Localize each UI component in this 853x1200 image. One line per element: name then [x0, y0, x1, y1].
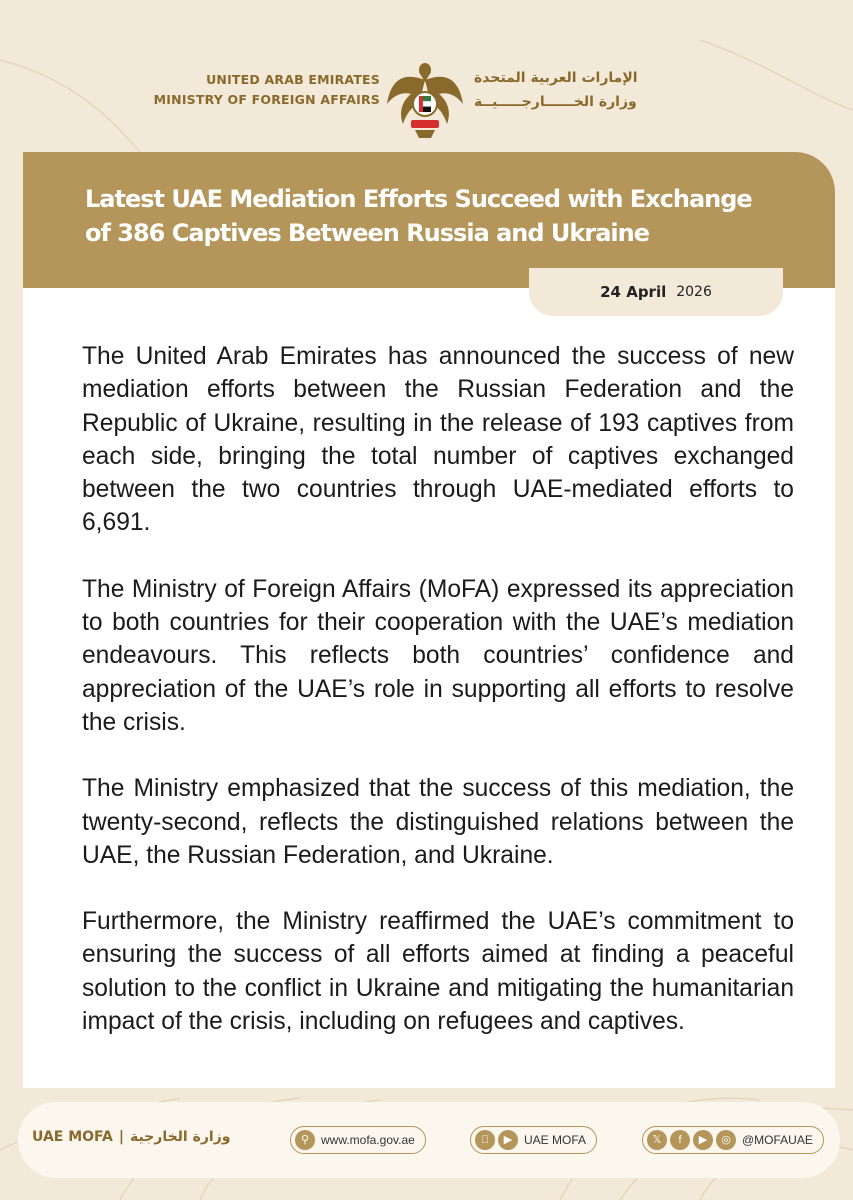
youtube-icon: ▶	[693, 1130, 713, 1150]
brand-ar: وزارة الخارجية	[129, 1129, 231, 1145]
uae-emblem-icon	[385, 58, 465, 140]
footer-brand	[32, 1129, 230, 1145]
x-icon: 𝕏	[647, 1130, 667, 1150]
date-tab	[529, 268, 783, 316]
paragraph: The Ministry emphasized that the success of this mediation, the twenty-second, reflects the distinguished relations between the UAE, the Russian Federation, and Ukraine.	[82, 775, 794, 869]
paragraph: The Ministry of Foreign Affairs (MoFA) expressed its appreciation to both countries for their cooperation with the UAE’s mediation endeavours. This reflects both countries’ confidence and appreciation of the UAE’s role in supporting all efforts to resolve the crisis.	[82, 575, 794, 736]
search-icon: ⚲	[295, 1130, 315, 1150]
app-label: UAE MOFA	[524, 1133, 587, 1147]
article-body	[82, 340, 794, 1071]
ministry-name-ar: الإمارات العربية المتحدة وزارة الخــــــارجـــــيــة	[474, 70, 638, 110]
facebook-icon: f	[670, 1130, 690, 1150]
play-icon: ▶	[498, 1130, 518, 1150]
brand-en: UAE MOFA	[32, 1129, 113, 1145]
ministry-name-en: UNITED ARAB EMIRATES MINISTRY OF FOREIGN AFFAIRS	[153, 72, 380, 107]
apple-icon	[475, 1130, 495, 1150]
article-card	[23, 283, 835, 1088]
date-year: 2026	[676, 284, 712, 300]
instagram-icon: ◎	[716, 1130, 736, 1150]
social-handle: @MOFAUAE	[742, 1133, 813, 1147]
social-links[interactable]	[642, 1126, 824, 1154]
app-link[interactable]	[470, 1126, 597, 1154]
paragraph: Furthermore, the Ministry reaffirmed the UAE’s commitment to ensuring the success of all efforts aimed at finding a peaceful solution to the conflict in Ukraine and mitigating the humanitarian impact of the crisis, including on refugees and captives.	[82, 908, 794, 1036]
website-link[interactable]	[290, 1126, 426, 1154]
date-day-month: 24 April	[600, 283, 667, 301]
article-title: Latest UAE Mediation Efforts Succeed with Exchange of 386 Captives Between Russia and Ukraine	[85, 185, 752, 247]
footer-bar	[18, 1102, 840, 1178]
header	[0, 58, 853, 148]
brand-separator: |	[118, 1129, 124, 1145]
website-label: www.mofa.gov.ae	[321, 1133, 415, 1147]
paragraph: The United Arab Emirates has announced the success of new mediation efforts between the Russian Federation and the Republic of Ukraine, resulting in the release of 193 captives from each side, bringing the total number of captives exchanged between the two countries through UAE-mediated efforts to 6,691.	[82, 343, 794, 537]
